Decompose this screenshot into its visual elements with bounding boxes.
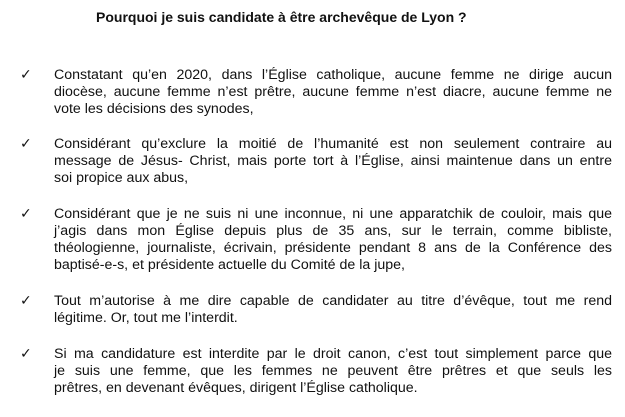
checkmark-icon: ✓ <box>20 346 32 362</box>
text-line: vote les décisions des synodes, <box>54 101 254 117</box>
text-line: Tout m’autorise à me dire capable de candidater au titre d’évêque, tout me rend <box>54 293 612 309</box>
text-line: soi propice aux abus, <box>54 170 189 186</box>
checkmark-icon: ✓ <box>20 136 32 152</box>
checkmark-icon: ✓ <box>20 293 32 309</box>
text-line: légitime. Or, tout me l’interdit. <box>54 310 238 326</box>
checkmark-icon: ✓ <box>20 67 32 83</box>
text-line: Considérant qu’exclure la moitié de l’humanité est non seulement contraire au <box>54 136 612 152</box>
text-line: prêtres, en devenant évêques, dirigent l’Église catholique. <box>54 380 418 396</box>
text-line: j’agis dans mon Église depuis plus de 35 ans, sur le terrain, comme bibliste, <box>54 223 612 239</box>
text-line: je suis une femme, que les femmes ne peuvent être prêtres et que seuls les <box>54 363 612 379</box>
text-line: Si ma candidature est interdite par le droit canon, c’est tout simplement parce que <box>54 346 612 362</box>
list-item-text <box>54 293 612 327</box>
list-item-text <box>54 346 612 397</box>
checkmark-icon: ✓ <box>20 206 32 222</box>
list-item-text <box>54 136 612 187</box>
list-item-text <box>54 67 612 118</box>
text-line: Considérant que je ne suis ni une inconnue, ni une apparatchik de couloir, mais que <box>54 206 612 222</box>
list-item-text <box>54 206 612 274</box>
text-line: diocèse, aucune femme n’est prêtre, aucune femme n’est diacre, aucune femme ne <box>54 84 612 100</box>
text-line: théologienne, journaliste, écrivain, présidente pendant 8 ans de la Conférence des <box>54 240 612 256</box>
text-line: message de Jésus- Christ, mais porte tort à l’Église, ainsi maintenue dans un entre <box>54 153 612 169</box>
page-title: Pourquoi je suis candidate à être archevêque de Lyon ? <box>96 9 467 25</box>
text-line: baptisé-e-s, et présidente actuelle du Comité de la jupe, <box>54 257 405 273</box>
text-line: Constatant qu’en 2020, dans l’Église catholique, aucune femme ne dirige aucun <box>54 67 612 83</box>
